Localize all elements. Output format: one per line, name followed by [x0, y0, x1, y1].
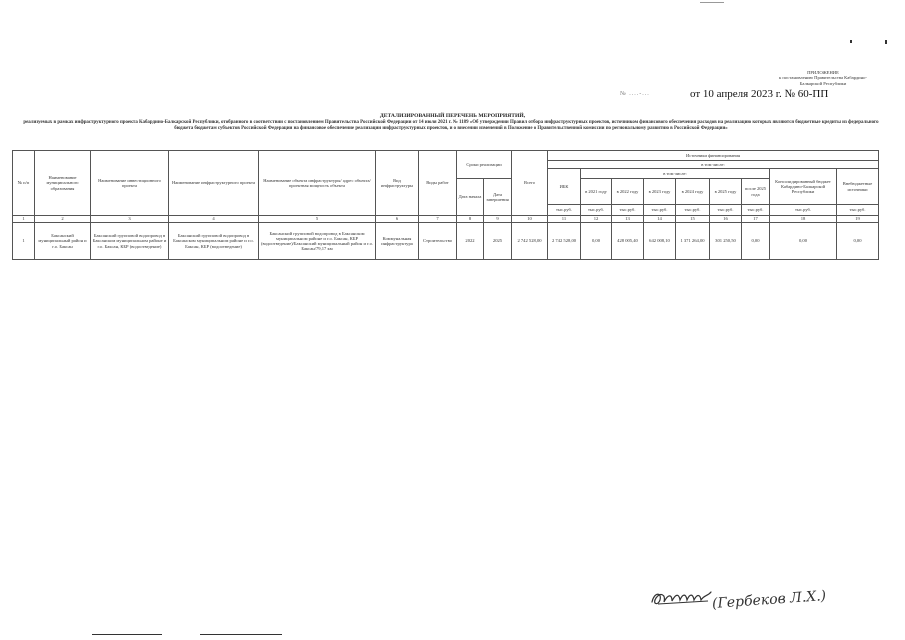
col-number: 18: [770, 216, 837, 223]
col-number: 9: [484, 216, 512, 223]
signature: [648, 578, 898, 614]
header-consolidated: Консолидированный бюджет Кабардино-Балкарской Республики: [770, 169, 837, 205]
header-num: № п/п: [13, 151, 35, 216]
col-number: 17: [742, 216, 770, 223]
col-number: 11: [548, 216, 581, 223]
col-number: 19: [837, 216, 879, 223]
column-numbers-row: [13, 216, 879, 223]
row-2023: 642 008,10: [644, 223, 676, 260]
signature-name: (Гербеков Л.Х.): [711, 588, 827, 612]
row-consolidated: 0,00: [770, 223, 837, 260]
row-work-type: Строительство: [419, 223, 457, 260]
row-infra-project: Баксанский групповой водопровод в Баксанском муниципальном районе и г.о. Баксан, КБР (водоотведение): [169, 223, 259, 260]
unit-cell: тыс.руб.: [548, 205, 581, 216]
unit-cell: тыс.руб.: [581, 205, 612, 216]
header-2023: в 2023 году: [644, 179, 676, 205]
col-number: 7: [419, 216, 457, 223]
col-number: 10: [512, 216, 548, 223]
row-start: 2022: [457, 223, 484, 260]
appendix-title: ПРИЛОЖЕНИЕ: [807, 70, 839, 75]
row-infra-object: Баксанский групповой водопровод в Баксанском муниципальном районе и г.о. Баксан, КБР (водоотведение)/Баксанский муниципальный район и г.о. Баксан/79,17 км: [259, 223, 376, 260]
col-number: 1: [13, 216, 35, 223]
header-funding: Источники финансирования: [548, 151, 879, 161]
row-2022: 428 005,40: [612, 223, 644, 260]
header-ibk: ИБК: [548, 169, 581, 205]
header-2022: в 2022 году: [612, 179, 644, 205]
header-total: Всего: [512, 151, 548, 216]
col-number: 8: [457, 216, 484, 223]
col-number: 5: [259, 216, 376, 223]
col-number: 16: [710, 216, 742, 223]
signature-scribble-icon: [648, 582, 718, 612]
col-number: 15: [676, 216, 710, 223]
row-extrabudget: 0,00: [837, 223, 879, 260]
unit-cell: тыс.руб.: [742, 205, 770, 216]
unit-cell: тыс.руб.: [612, 205, 644, 216]
document-title: ДЕТАЛИЗИРОВАННЫЙ ПЕРЕЧЕНЬ МЕРОПРИЯТИЙ,: [379, 113, 526, 119]
header-work-type: Виды работ: [419, 151, 457, 216]
scan-line: [200, 634, 282, 635]
row-after-2025: 0,00: [742, 223, 770, 260]
scan-dot: [885, 40, 887, 44]
header-2021: в 2021 году: [581, 179, 612, 205]
header-infra-type: Вид инфраструктуры: [376, 151, 419, 216]
unit-cell: тыс.руб.: [770, 205, 837, 216]
appendix-line: к постановлению Правительства Кабардино-: [779, 75, 867, 81]
header-investment-project: Наименование инвестиционного проекта: [91, 151, 169, 216]
scan-line: [92, 634, 162, 635]
appendix-block: [748, 70, 898, 86]
unit-cell: тыс.руб.: [644, 205, 676, 216]
unit-cell: тыс.руб.: [710, 205, 742, 216]
col-number: 12: [581, 216, 612, 223]
col-number: 13: [612, 216, 644, 223]
row-2025: 301 250,50: [710, 223, 742, 260]
header-municipality: Наименование муниципального образования: [35, 151, 91, 216]
row-2021: 0,00: [581, 223, 612, 260]
row-2024: 1 371 264,00: [676, 223, 710, 260]
document-number-smudge: № ....-...: [620, 91, 650, 97]
header-after-2025: после 2025 года: [742, 179, 770, 205]
col-number: 3: [91, 216, 169, 223]
appendix-line: Балкарской Республики: [799, 80, 847, 86]
row-infra-type: Коммунальная инфраструктура: [376, 223, 419, 260]
unit-cell: тыс.руб.: [837, 205, 879, 216]
measures-table: [12, 150, 879, 260]
header-including-2: в том числе:: [581, 169, 770, 179]
col-number: 4: [169, 216, 259, 223]
col-number: 6: [376, 216, 419, 223]
scan-line: [700, 2, 724, 3]
row-ibk: 2 742 528,00: [548, 223, 581, 260]
header-infra-project: Наименование инфраструктурного проекта: [169, 151, 259, 216]
header-infra-object: Наименование объекта инфраструктуры/ адрес объекта/ проектная мощность объекта: [259, 151, 376, 216]
document-subtitle: реализуемых в рамках инфраструктурного проекта Кабардино-Балкарской Республики, отобранного в соответствии с постановлением Правительства Российской Федерации от 14 июля 2021 г. № 1189 «Об утверждении Правил отбора инфраструктурных проектов, источником финансового обеспечения расходов на реализацию которых являются бюджетные кредиты из федерального бюджета бюджетам субъектов Российской Федерации на финансовое обеспечение реализации инфраструктурных проектов, и о внесении изменений в Положение о Правительственной комиссии по региональному развитию в Российской Федерации»: [23, 120, 879, 131]
scan-dot: [850, 40, 852, 43]
row-end: 2025: [484, 223, 512, 260]
header-end-date: Дата завершения: [484, 179, 512, 216]
header-extrabudget: Внебюджетные источники: [837, 169, 879, 205]
col-number: 2: [35, 216, 91, 223]
row-total: 2 742 528,00: [512, 223, 548, 260]
header-including: в том числе:: [548, 161, 879, 169]
header-timeline: Сроки реализации: [457, 151, 512, 179]
table-row: [13, 223, 879, 260]
row-num: 1: [13, 223, 35, 260]
row-investment-project: Баксанский групповой водопровод в Баксанском муниципальном районе и г.о. Баксан, КБР (водоотведение): [91, 223, 169, 260]
row-municipality: Баксанский муниципальный район и г.о. Баксан: [35, 223, 91, 260]
header-start-date: Дата начала: [457, 179, 484, 216]
header-2025: в 2025 году: [710, 179, 742, 205]
col-number: 14: [644, 216, 676, 223]
unit-cell: тыс.руб.: [676, 205, 710, 216]
header-2024: в 2024 году: [676, 179, 710, 205]
decree-date: от 10 апреля 2023 г. № 60-ПП: [690, 88, 829, 100]
